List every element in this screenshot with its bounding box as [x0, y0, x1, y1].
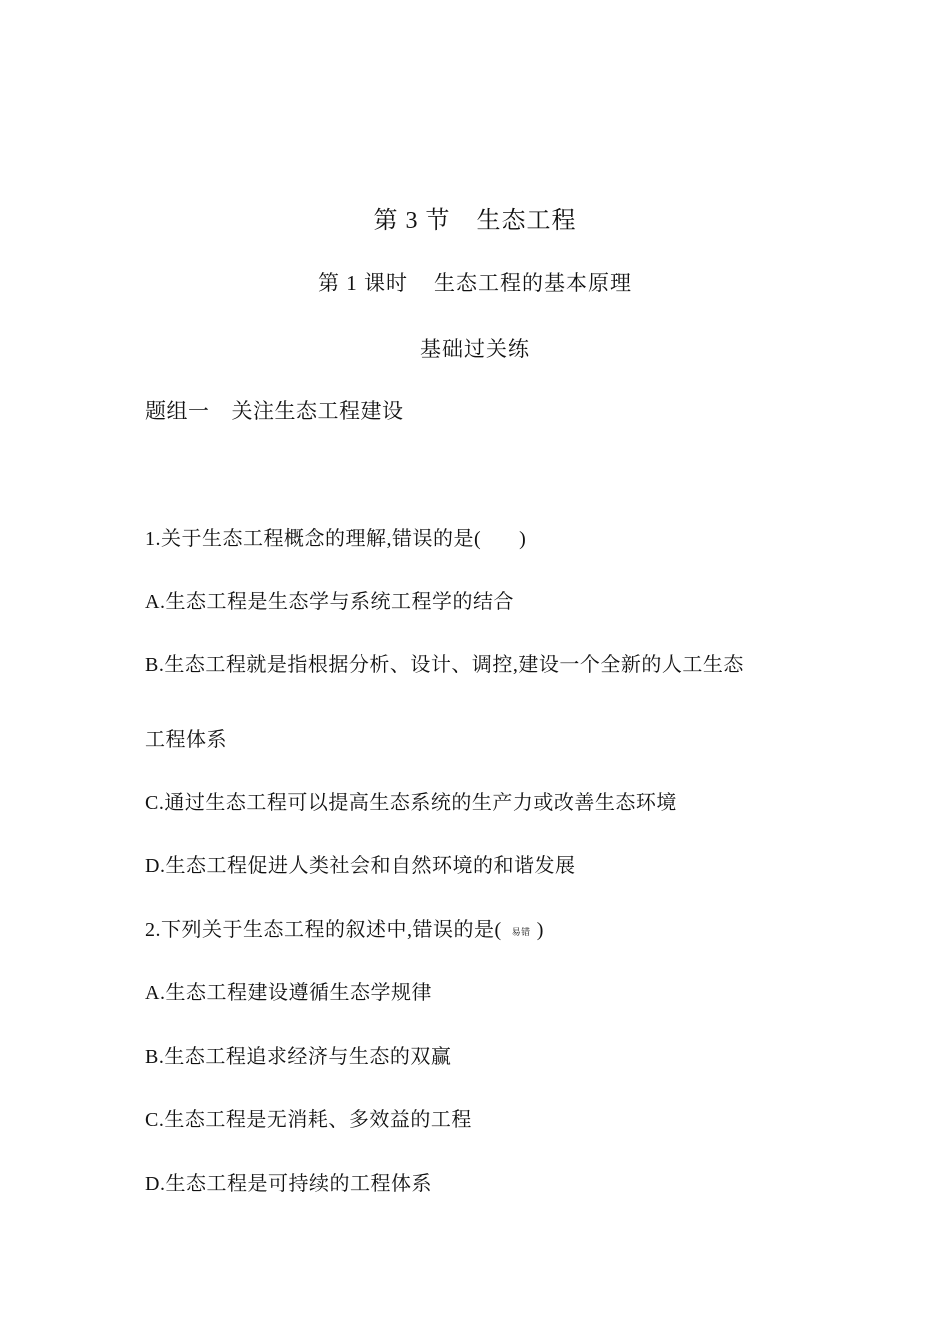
question-2-option-a: A.生态工程建设遵循生态学规律 [145, 982, 432, 1004]
chapter-title-prefix: 第 3 节 [373, 208, 451, 234]
chapter-title-name: 生态工程 [476, 208, 577, 234]
question-1-option-a: A.生态工程是生态学与系统工程学的结合 [145, 591, 514, 613]
question-1-option-b: B.生态工程就是指根据分析、设计、调控,建设一个全新的人工生态 [145, 654, 744, 676]
question-2-stem [145, 913, 544, 942]
question-2-close: ) [536, 919, 544, 941]
question-2-option-d: D.生态工程是可持续的工程体系 [145, 1173, 432, 1195]
error-prone-tag: 易错 [511, 926, 531, 937]
section-name: 关注生态工程建设 [231, 399, 404, 423]
question-1-close: ) [519, 528, 527, 550]
question-1-option-b-continued: 工程体系 [145, 729, 227, 751]
section-prefix: 题组一 [145, 399, 210, 423]
question-2-option-c: C.生态工程是无消耗、多效益的工程 [145, 1109, 472, 1131]
lesson-title [0, 267, 950, 297]
lesson-title-prefix: 第 1 课时 [318, 271, 408, 295]
question-1-stem [145, 522, 526, 551]
section-heading [145, 395, 404, 425]
exercise-title: 基础过关练 [420, 337, 530, 361]
question-1-text: 1.关于生态工程概念的理解,错误的是( [145, 528, 482, 550]
question-1-option-d: D.生态工程促进人类社会和自然环境的和谐发展 [145, 855, 576, 877]
lesson-title-name: 生态工程的基本原理 [434, 271, 632, 295]
chapter-title [0, 200, 950, 235]
question-2-text: 2.下列关于生态工程的叙述中,错误的是( [145, 919, 502, 941]
question-1-option-c: C.通过生态工程可以提高生态系统的生产力或改善生态环境 [145, 792, 677, 814]
question-2-option-b: B.生态工程追求经济与生态的双赢 [145, 1046, 452, 1068]
